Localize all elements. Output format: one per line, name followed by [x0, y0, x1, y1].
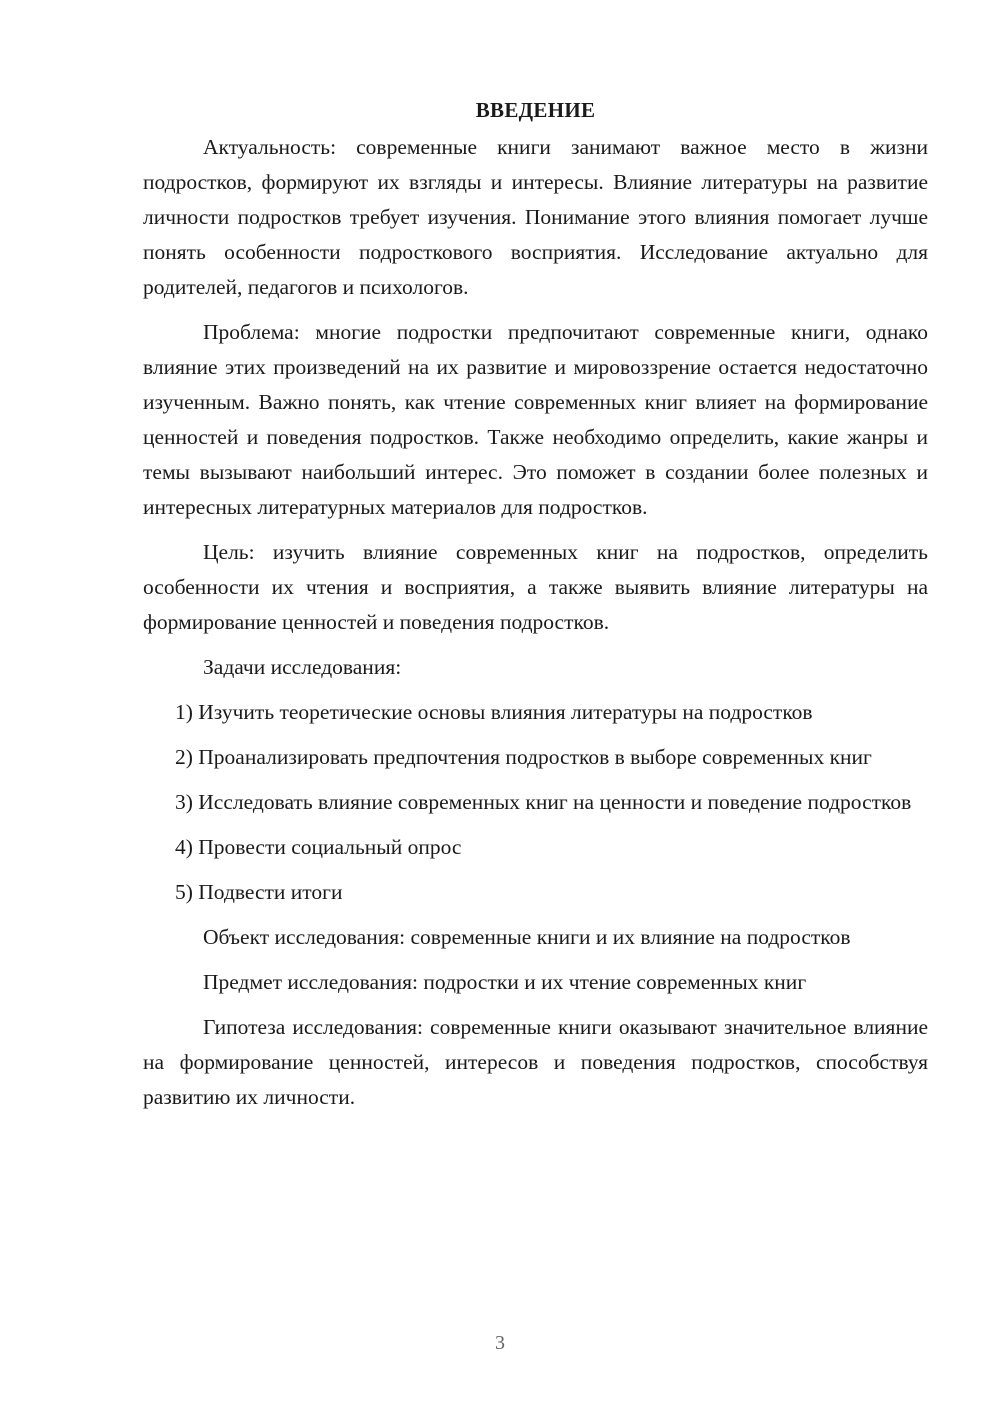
document-page: [143, 92, 928, 1125]
paragraph-relevance: Актуальность: современные книги занимают важное место в жизни подростков, формируют их взгляды и интересы. Влияние литературы на развитие личности подростков требует изучения. Понимание этого влияния помогает лучше понять особенности подросткового восприятия. Исследование актуально для родителей, педагогов и психологов.: [143, 135, 928, 299]
document-title: ВВЕДЕНИЕ: [475, 98, 596, 122]
paragraph-hypothesis: Гипотеза исследования: современные книги оказывают значительное влияние на формирование ценностей, интересов и поведения подростков, способствуя развитию их личности.: [143, 1015, 928, 1109]
task-item-1: 1) Изучить теоретические основы влияния литературы на подростков: [175, 700, 813, 724]
paragraph-subject: Предмет исследования: подростки и их чтение современных книг: [203, 970, 807, 994]
paragraph-object: Объект исследования: современные книги и их влияние на подростков: [203, 925, 851, 949]
page-number: 3: [495, 1332, 505, 1354]
task-item-4: 4) Провести социальный опрос: [175, 835, 462, 859]
paragraph-goal: Цель: изучить влияние современных книг на подростков, определить особенности их чтения и восприятия, а также выявить влияние литературы на формирование ценностей и поведения подростков.: [143, 540, 928, 634]
task-item-3: 3) Исследовать влияние современных книг на ценности и поведение подростков: [175, 790, 912, 814]
tasks-list: [143, 695, 928, 910]
task-item-5: 5) Подвести итоги: [175, 880, 343, 904]
task-item-2: 2) Проанализировать предпочтения подростков в выборе современных книг: [175, 745, 872, 769]
tasks-heading: Задачи исследования:: [203, 655, 402, 679]
paragraph-problem: Проблема: многие подростки предпочитают современные книги, однако влияние этих произведений на их развитие и мировоззрение остается недостаточно изученным. Важно понять, как чтение современных книг влияет на формирование ценностей и поведения подростков. Также необходимо определить, какие жанры и темы вызывают наибольший интерес. Это поможет в создании более полезных и интересных литературных материалов для подростков.: [143, 320, 928, 519]
